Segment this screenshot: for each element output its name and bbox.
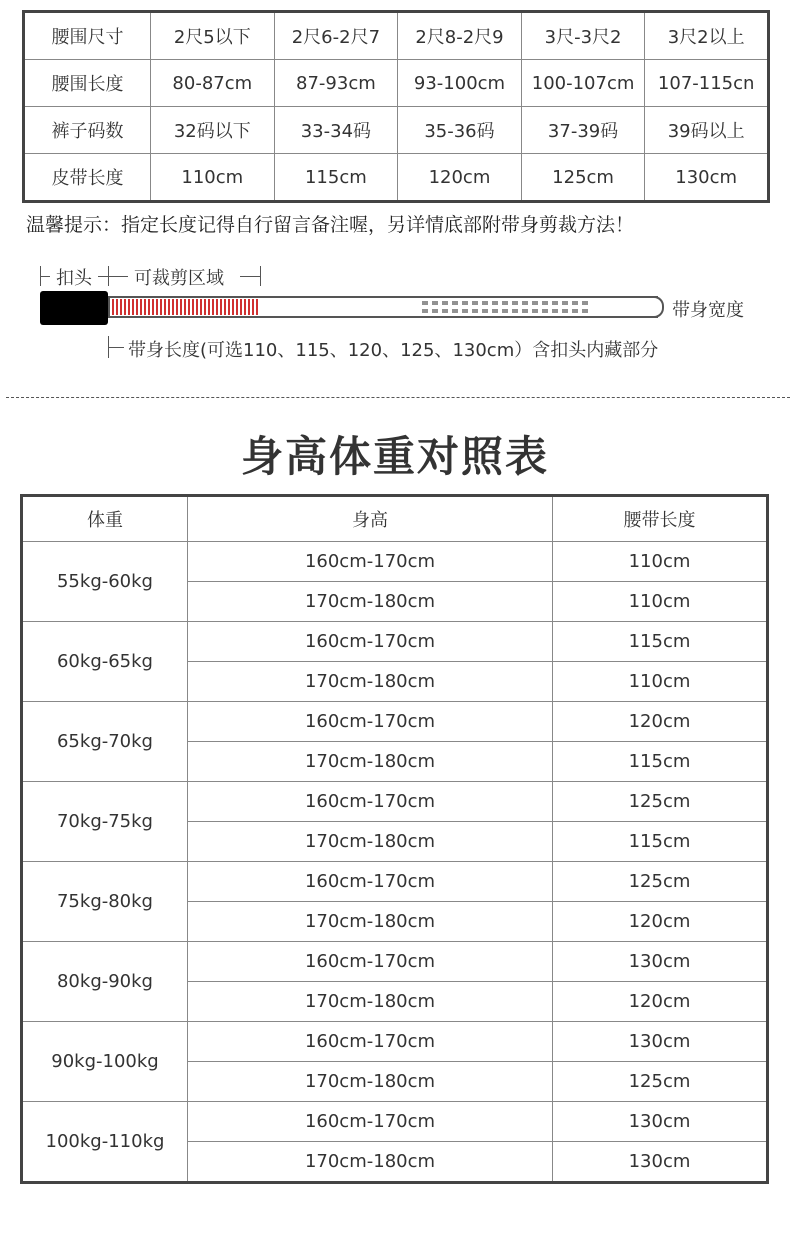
weight-cell: 75kg-80kg — [22, 862, 188, 942]
belt-length-cell: 115cm — [553, 822, 768, 862]
height-cell: 160cm-170cm — [188, 782, 553, 822]
table-row — [24, 154, 769, 202]
length-label: 带身长度(可选110、115、120、125、130cm）含扣头内藏部分 — [128, 340, 659, 361]
table-header-row — [22, 496, 768, 542]
table-row — [22, 782, 768, 822]
belt-length-cell: 115cm — [553, 622, 768, 662]
height-cell: 170cm-180cm — [188, 1062, 553, 1102]
belt-buckle — [40, 291, 108, 325]
table-cell: 87-93cm — [274, 60, 398, 107]
belt-length-cell: 120cm — [553, 982, 768, 1022]
length-bracket-line — [108, 347, 124, 348]
table-row — [22, 942, 768, 982]
weight-cell: 80kg-90kg — [22, 942, 188, 1022]
table-cell: 35-36码 — [398, 107, 522, 154]
section-divider — [6, 397, 790, 398]
weight-cell: 60kg-65kg — [22, 622, 188, 702]
height-cell: 160cm-170cm — [188, 622, 553, 662]
size-table — [22, 10, 770, 203]
belt-holes — [422, 301, 590, 313]
height-cell: 160cm-170cm — [188, 862, 553, 902]
row-label: 腰围尺寸 — [24, 12, 151, 60]
table-cell: 39码以上 — [645, 107, 769, 154]
table-row — [22, 862, 768, 902]
table-row — [24, 12, 769, 60]
height-cell: 170cm-180cm — [188, 1142, 553, 1183]
belt-length-cell: 120cm — [553, 702, 768, 742]
cut-zone-marks — [112, 299, 260, 315]
height-cell: 170cm-180cm — [188, 742, 553, 782]
table-cell: 107-115cn — [645, 60, 769, 107]
height-cell: 170cm-180cm — [188, 822, 553, 862]
height-cell: 160cm-170cm — [188, 1022, 553, 1062]
belt-length-cell: 125cm — [553, 862, 768, 902]
table-row — [24, 60, 769, 107]
weight-cell: 90kg-100kg — [22, 1022, 188, 1102]
table-cell: 130cm — [645, 154, 769, 202]
belt-length-cell: 130cm — [553, 1102, 768, 1142]
belt-length-cell: 130cm — [553, 1142, 768, 1183]
table-cell: 125cm — [521, 154, 645, 202]
belt-length-cell: 110cm — [553, 662, 768, 702]
width-label: 带身宽度 — [672, 300, 744, 321]
cut-zone-label: 可裁剪区域 — [134, 268, 224, 289]
belt-length-cell: 120cm — [553, 902, 768, 942]
height-cell: 170cm-180cm — [188, 582, 553, 622]
height-weight-table — [20, 494, 769, 1184]
table-row — [22, 702, 768, 742]
row-label: 裤子码数 — [24, 107, 151, 154]
belt-length-cell: 125cm — [553, 782, 768, 822]
table-row — [22, 1022, 768, 1062]
height-cell: 160cm-170cm — [188, 1102, 553, 1142]
row-label: 皮带长度 — [24, 154, 151, 202]
table-cell: 3尺-3尺2 — [521, 12, 645, 60]
belt-strap-tip — [652, 296, 664, 318]
height-cell: 160cm-170cm — [188, 542, 553, 582]
weight-cell: 100kg-110kg — [22, 1102, 188, 1183]
table-cell: 2尺8-2尺9 — [398, 12, 522, 60]
height-cell: 170cm-180cm — [188, 662, 553, 702]
table-cell: 2尺6-2尺7 — [274, 12, 398, 60]
table-cell: 32码以下 — [151, 107, 275, 154]
table-row — [24, 107, 769, 154]
table-cell: 37-39码 — [521, 107, 645, 154]
table-cell: 120cm — [398, 154, 522, 202]
belt-length-cell: 110cm — [553, 582, 768, 622]
height-cell: 170cm-180cm — [188, 982, 553, 1022]
table-row — [22, 622, 768, 662]
table-cell: 110cm — [151, 154, 275, 202]
height-cell: 160cm-170cm — [188, 942, 553, 982]
table-cell: 33-34码 — [274, 107, 398, 154]
header-height: 身高 — [188, 496, 553, 542]
belt-length-cell: 115cm — [553, 742, 768, 782]
table-cell: 2尺5以下 — [151, 12, 275, 60]
cut-bracket-right — [260, 266, 261, 286]
table-row — [22, 542, 768, 582]
table-cell: 93-100cm — [398, 60, 522, 107]
row-label: 腰围长度 — [24, 60, 151, 107]
table-cell: 80-87cm — [151, 60, 275, 107]
table-cell: 3尺2以上 — [645, 12, 769, 60]
cut-bracket-line-right — [240, 276, 260, 277]
cut-bracket-line — [108, 276, 128, 277]
belt-length-cell: 110cm — [553, 542, 768, 582]
table-row — [22, 1102, 768, 1142]
weight-cell: 65kg-70kg — [22, 702, 188, 782]
table-cell: 115cm — [274, 154, 398, 202]
table-cell: 100-107cm — [521, 60, 645, 107]
buckle-bracket-line — [40, 276, 50, 277]
chart-title: 身高体重对照表 — [240, 432, 549, 481]
height-cell: 160cm-170cm — [188, 702, 553, 742]
header-belt-length: 腰带长度 — [553, 496, 768, 542]
buckle-bracket-line-right — [98, 276, 108, 277]
weight-cell: 70kg-75kg — [22, 782, 188, 862]
belt-length-cell: 125cm — [553, 1062, 768, 1102]
header-weight: 体重 — [22, 496, 188, 542]
weight-cell: 55kg-60kg — [22, 542, 188, 622]
height-cell: 170cm-180cm — [188, 902, 553, 942]
belt-length-cell: 130cm — [553, 942, 768, 982]
belt-length-cell: 130cm — [553, 1022, 768, 1062]
belt-diagram — [0, 258, 790, 368]
tip-text: 温馨提示：指定长度记得自行留言备注喔，另详情底部附带身剪裁方法！ — [26, 214, 635, 236]
buckle-label: 扣头 — [56, 268, 92, 289]
